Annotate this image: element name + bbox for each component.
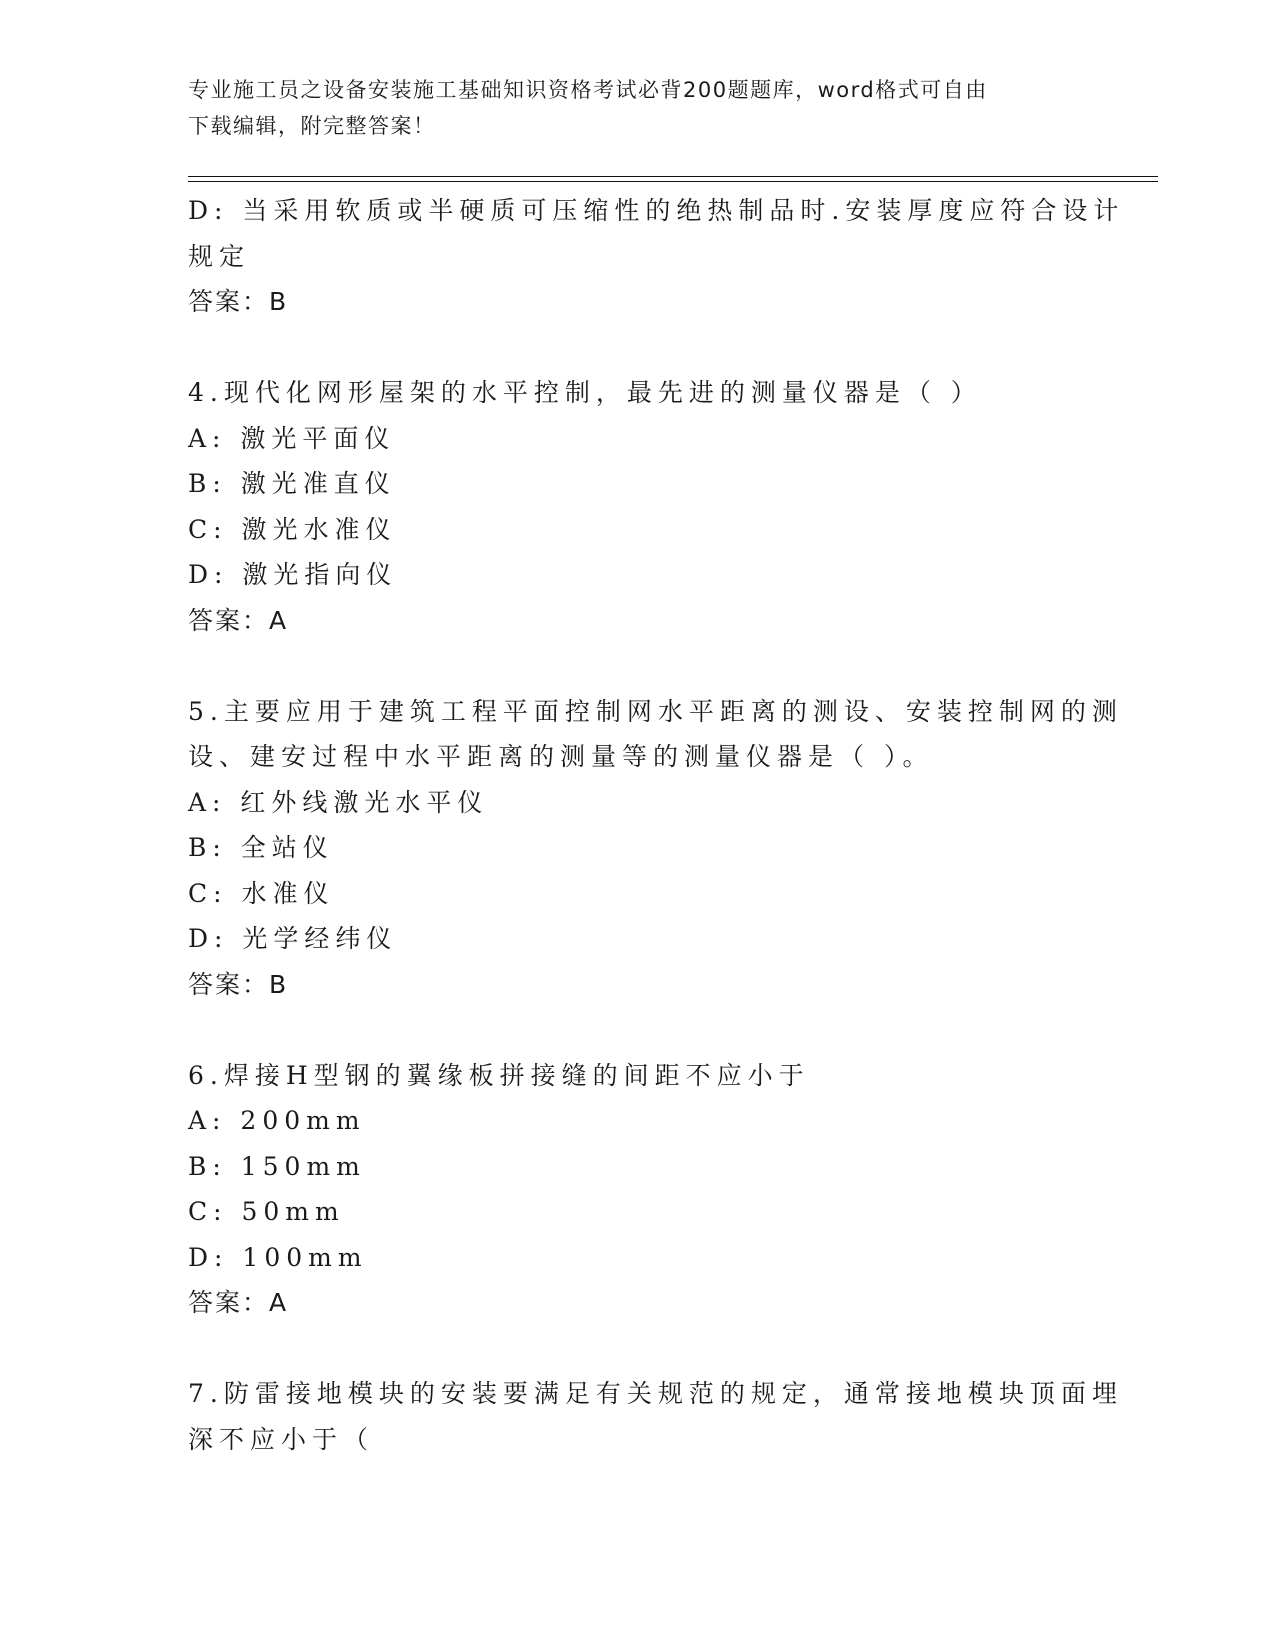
header-divider-top: [188, 176, 1158, 177]
option-d: D: 100mm: [188, 1242, 368, 1272]
option-d: D: 光学经纬仪: [188, 924, 398, 953]
option-d-line-1: D: 当采用软质或半硬质可压缩性的绝热制品时.安装厚度应符合设计: [188, 196, 1125, 225]
option-b: B: 全站仪: [188, 833, 334, 862]
question-list: [188, 188, 1125, 1462]
question-text-line-1: 5.主要应用于建筑工程平面控制网水平距离的测设、安装控制网的测: [188, 696, 1123, 726]
answer: 答案：A: [188, 605, 289, 635]
spacer: [188, 1326, 1088, 1371]
question-4: [188, 370, 1088, 644]
option-b: B: 150mm: [188, 1151, 366, 1181]
option-a: A: 红外线激光水平仪: [188, 787, 489, 817]
question-text-line-2: 设、建安过程中水平距离的测量等的测量仪器是（ ）。: [188, 742, 934, 771]
question-7: [188, 1371, 1123, 1462]
answer: 答案：B: [188, 969, 289, 999]
answer: 答案：A: [188, 1288, 289, 1317]
spacer: [188, 1008, 1088, 1053]
question-text: 6.焊接H型钢的翼缘板拼接缝的间距不应小于: [188, 1060, 810, 1090]
header-line-2: 下载编辑，附完整答案！: [188, 114, 436, 138]
spacer: [188, 325, 1088, 370]
option-c: C: 水准仪: [188, 878, 335, 908]
header-divider-bottom: [188, 181, 1158, 182]
option-a: A: 激光平面仪: [188, 423, 396, 453]
option-c: C: 激光水准仪: [188, 514, 397, 544]
option-a: A: 200mm: [188, 1106, 366, 1135]
question-6: [188, 1053, 1088, 1327]
question-text: 4.现代化网形屋架的水平控制，最先进的测量仪器是（ ）: [188, 378, 982, 407]
option-c: C: 50mm: [188, 1197, 345, 1226]
option-d-line-2: 规定: [188, 241, 251, 271]
option-b: B: 激光准直仪: [188, 469, 396, 498]
question-text-line-1: 7.防雷接地模块的安装要满足有关规范的规定，通常接地模块顶面埋: [188, 1379, 1123, 1408]
question-text-line-2: 深不应小于（: [188, 1424, 375, 1454]
header-line-1: 专业施工员之设备安装施工基础知识资格考试必背200题题库，word格式可自由: [188, 78, 988, 102]
spacer: [188, 644, 1088, 689]
question-5: [188, 689, 1123, 1008]
question-3-tail: [188, 188, 1125, 325]
document-header: [188, 72, 1088, 144]
answer: 答案：B: [188, 287, 289, 316]
option-d: D: 激光指向仪: [188, 560, 398, 589]
